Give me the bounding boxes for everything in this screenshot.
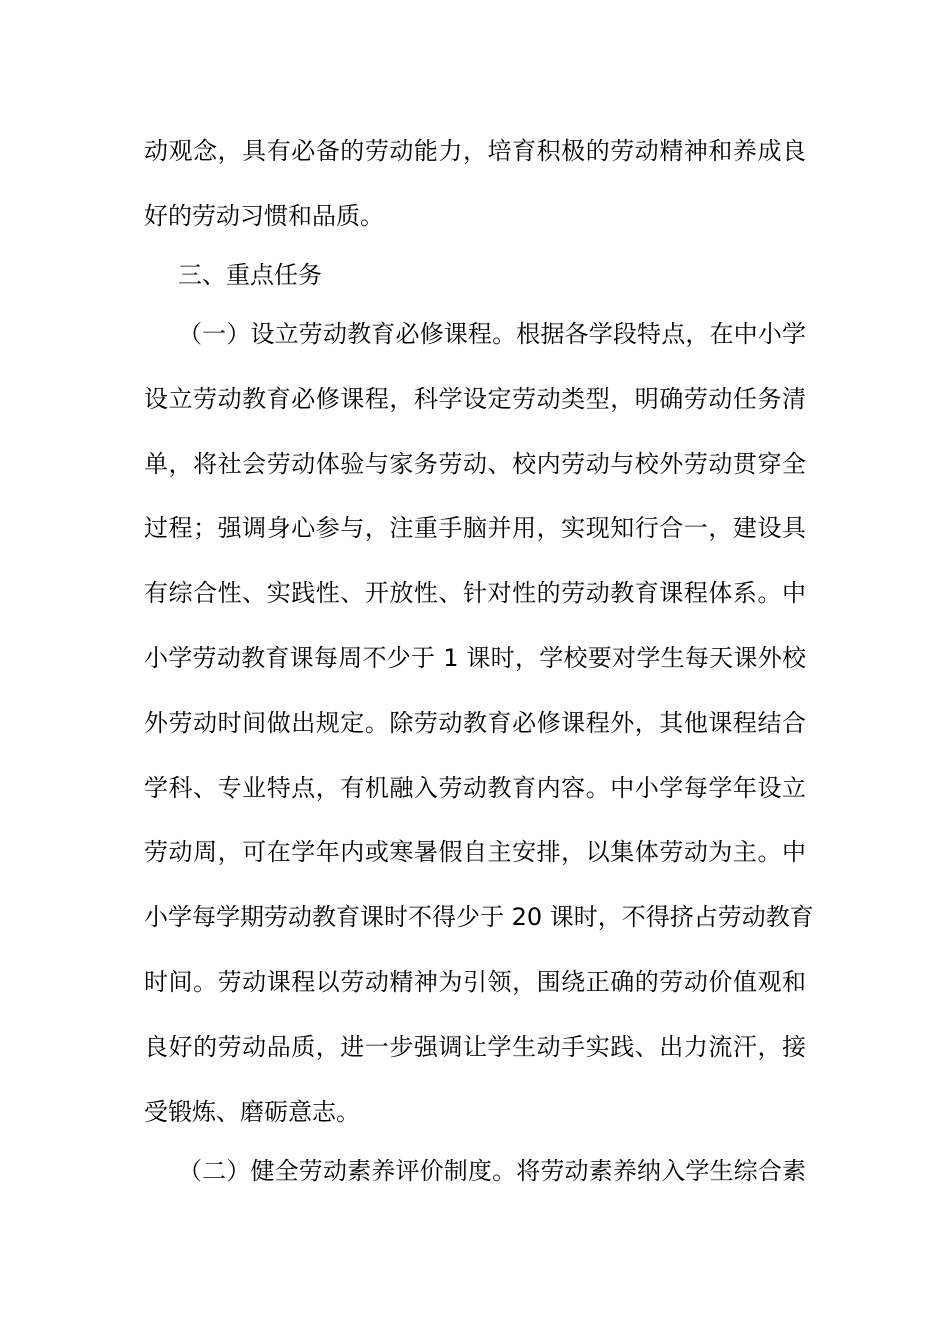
text-line: 受锻炼、磨砺意志。 bbox=[144, 1098, 360, 1126]
text-line: 单，将社会劳动体验与家务劳动、校内劳动与校外劳动贯穿全 bbox=[144, 450, 806, 478]
text-line: （一）设立劳动教育必修课程。根据各学段特点，在中小学 bbox=[178, 320, 806, 348]
text-line: 有综合性、实践性、开放性、针对性的劳动教育课程体系。中 bbox=[144, 579, 806, 607]
text-line: 外劳动时间做出规定。除劳动教育必修课程外，其他课程结合 bbox=[144, 709, 806, 737]
text-line: 劳动周，可在学年内或寒暑假自主安排，以集体劳动为主。中 bbox=[144, 838, 806, 866]
section-heading: 三、重点任务 bbox=[178, 261, 322, 289]
text-line: 良好的劳动品质，进一步强调让学生动手实践、出力流汗，接 bbox=[144, 1033, 806, 1061]
text-line: 小学劳动教育课每周不少于 1 课时，学校要对学生每天课外校 bbox=[144, 644, 806, 672]
text-line: 好的劳动习惯和品质。 bbox=[144, 202, 384, 230]
text-line: 过程；强调身心参与，注重手脑并用，实现知行合一，建设具 bbox=[144, 514, 806, 542]
text-line: 时间。劳动课程以劳动精神为引领，围绕正确的劳动价值观和 bbox=[144, 968, 806, 996]
text-line: （二）健全劳动素养评价制度。将劳动素养纳入学生综合素 bbox=[178, 1157, 806, 1185]
text-line: 动观念，具有必备的劳动能力，培育积极的劳动精神和养成良 bbox=[144, 137, 806, 165]
text-line: 小学每学期劳动教育课时不得少于 20 课时，不得挤占劳动教育 bbox=[144, 903, 814, 931]
text-line: 学科、专业特点，有机融入劳动教育内容。中小学每学年设立 bbox=[144, 774, 806, 802]
text-line: 设立劳动教育必修课程，科学设定劳动类型，明确劳动任务清 bbox=[144, 385, 806, 413]
